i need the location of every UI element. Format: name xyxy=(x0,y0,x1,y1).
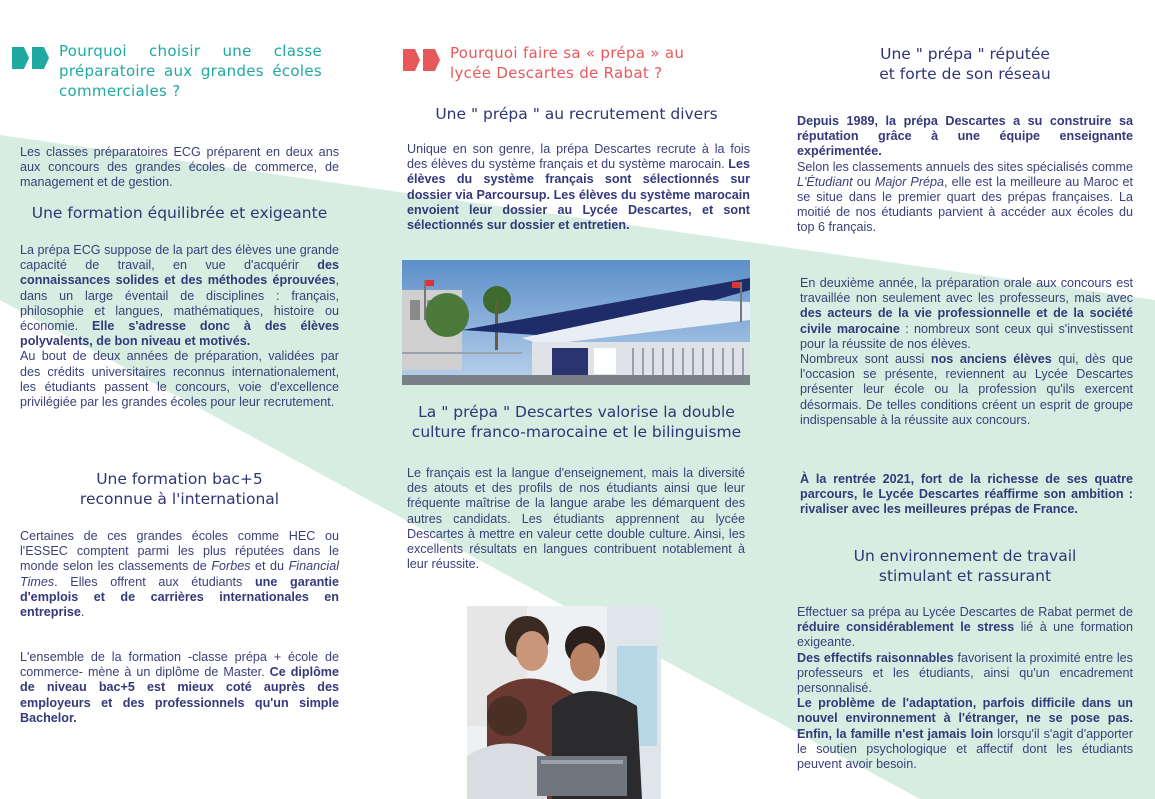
section-header-descartes xyxy=(403,43,713,83)
subheading-environnement: Un environnement de travail stimulant et rassurant xyxy=(853,547,1077,585)
paragraph-environnement: Effectuer sa prépa au Lycée Descartes de Rabat permet de réduire considérablement le stress lié à une formation exigeante. Des effectifs raisonnables favorisent la proximité entre les professeurs et les étudiants, ainsi qu'un encadrement personnalisé. Le problème de l'adaptation, parfois difficile dans un nouvel environnement à l'étranger, ne se pose pas. Enfin, la famille n'est jamais loin lorsqu'il s'agit d'apporter le soutien psychologique et affectif dont les étudiants peuvent avoir besoin. xyxy=(797,605,1134,772)
paragraph-ambition: À la rentrée 2021, fort de la richesse de ses quatre parcours, le Lycée Descartes réaffirme son ambition : rivaliser avec les meilleures prépas de France. xyxy=(800,472,1133,517)
section-heading: Pourquoi choisir une classe préparatoire aux grandes écoles commerciales ? xyxy=(59,42,322,100)
paragraph-recrutement: Unique en son genre, la prépa Descartes recrute à la fois des élèves du système français et du système marocain. Les élèves du système français sont sélectionnés sur dossier via Parcoursup. Les élèves du système marocain envoient leur dossier au Lycée Descartes, et sont sélectionnés sur dossier et entretien. xyxy=(407,142,750,233)
school-building-photo xyxy=(402,260,750,385)
quote-mark-icon xyxy=(403,49,440,71)
section-heading: Pourquoi faire sa « prépa » au lycée Descartes de Rabat ? xyxy=(450,44,685,82)
subheading-recrutement: Une " prépa " au recrutement divers xyxy=(435,105,718,123)
section-header-why-prepa xyxy=(12,41,322,101)
paragraph-reputation: Depuis 1989, la prépa Descartes a su construire sa réputation grâce à une équipe enseignante expérimentée. Selon les classements annuels des sites spécialisés comme L'Étudiant ou Major Prépa, elle est la meilleure au Maroc et se situe dans le premier quart des prépas françaises. La moitié de nos étudiants parvient à accéder aux écoles du top 6 français. xyxy=(797,114,1133,235)
students-photo xyxy=(467,606,661,799)
paragraph-grandes-ecoles: Certaines de ces grandes écoles comme HEC ou l'ESSEC comptent parmi les plus réputées dans le monde selon les classements de Forbes et du Financial Times. Elles offrent aux étudiants une garantie d'emplois et de carrières internationales en entreprise. xyxy=(20,529,339,620)
subheading-bac5: Une formation bac+5 reconnue à l'international xyxy=(79,470,280,508)
subheading-formation: Une formation équilibrée et exigeante xyxy=(31,204,328,222)
section-heading-reseau: Une " prépa " réputée et forte de son réseau xyxy=(879,45,1051,83)
paragraph-master: L'ensemble de la formation -classe prépa + école de commerce- mène à un diplôme de Master. Ce diplôme de niveau bac+5 est mieux coté auprès des employeurs et des professionnels qu'un simple Bachelor. xyxy=(20,650,339,725)
paragraph-oral: En deuxième année, la préparation orale aux concours est travaillée non seulement avec les professeurs, mais avec des acteurs de la vie professionnelle et de la société civile marocaine : nombreux sont ceux qui s'investissent pour la réussite de nos élèves. Nombreux sont aussi nos anciens élèves qui, dès que l'occasion se présente, reviennent au Lycée Descartes présenter leur école ou la profession qu'ils exercent désormais. De telles conditions créent un esprit de groupe indispensable à la réussite aux concours. xyxy=(800,276,1133,427)
paragraph-formation: La prépa ECG suppose de la part des élèves une grande capacité de travail, en vue d'acquérir des connaissances solides et des méthodes éprouvées, dans un large éventail de disciplines : français, philosophie et langues, mathématiques, histoire ou économie. Elle s'adresse donc à des élèves polyvalents, de bon niveau et motivés. Au bout de deux années de préparation, validées par des crédits universitaires reconnus internationalement, les étudiants passent le concours, voie d'excellence privilégiée par les grandes écoles pour leur recrutement. xyxy=(20,243,339,410)
intro-paragraph: Les classes préparatoires ECG préparent en deux ans aux concours des grandes écoles de commerce, de management et de gestion. xyxy=(20,145,339,190)
paragraph-double-culture: Le français est la langue d'enseignement, mais la diversité des atouts et des profils de nos étudiants ainsi que leur fréquente maîtrise de la langue arabe les démarquent des autres candidats. Les étudiants apprennent au lycée Descartes à mettre en valeur cette double culture. Ainsi, les excellents résultats en langues contribuent notablement à leur réussite. xyxy=(407,466,745,572)
subheading-double-culture: La " prépa " Descartes valorise la double culture franco-marocaine et le bilinguisme xyxy=(411,403,742,441)
quote-mark-icon xyxy=(12,47,49,69)
